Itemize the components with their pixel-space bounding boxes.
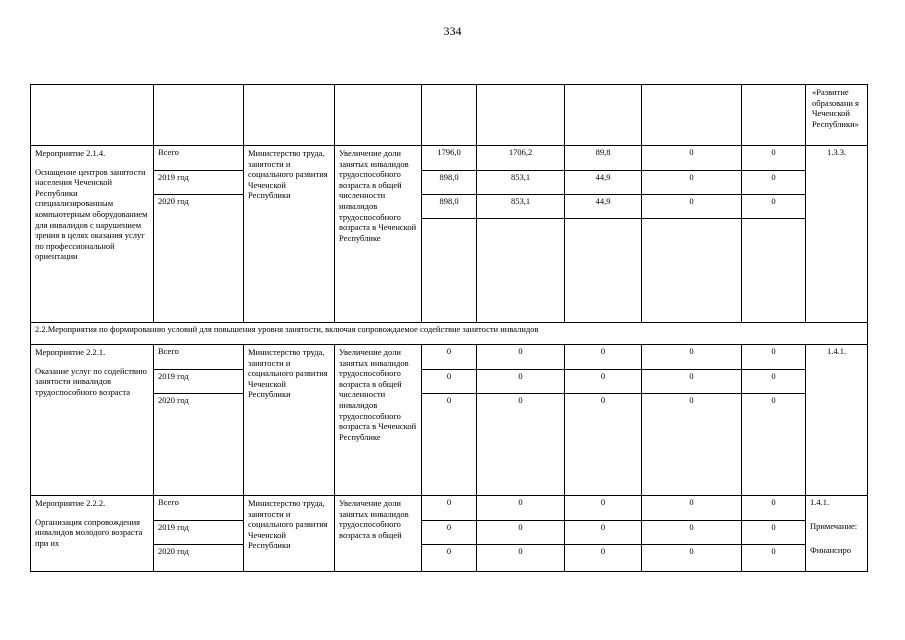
cell-executor: Министерство труда, занятости и социального развития Чеченской Республики: [243, 496, 334, 571]
value-2019: 0: [742, 520, 805, 534]
period-total: Всего: [158, 497, 179, 507]
value-2020: 0: [742, 194, 805, 208]
value-2019: 0: [742, 170, 805, 184]
cell-value-5: [741, 345, 805, 495]
value-2020: 853,1: [477, 194, 564, 208]
value-total: 0: [689, 147, 694, 157]
event-description: Оснащение центров занятости населения Чеченской Республики специализированным компьютерным оборудованием для инвалидов с нарушением зрения в целях оказания услуг по профессиональной ориентации: [35, 166, 148, 262]
cell-program-name: «Развитие образовани я Чеченской Республики»: [805, 85, 868, 145]
value-2020: 898,0: [422, 194, 476, 208]
table-row-header-continuation: [30, 84, 868, 145]
cell-value-4: [641, 496, 741, 571]
value-2020: 0: [642, 393, 741, 407]
cell-divider: [642, 218, 741, 221]
section-title: 2.2.Мероприятия по формированию условий для повышения уровня занятости, включая сопровождаемое содействие занятости инвалидов: [30, 323, 868, 344]
period-2019: 2019 год: [154, 520, 243, 534]
value-2019: 0: [642, 520, 741, 534]
value-total: 89,8: [595, 147, 611, 157]
value-total: 0: [689, 346, 694, 356]
cell-value-2: [476, 146, 564, 322]
cell-value-1: [421, 85, 476, 145]
cell-period: [153, 345, 243, 495]
cell-indicator: Увеличение доли занятых инвалидов трудоспособного возраста в общей численности инвалидов трудоспособного возраста в Чеченской Республике: [334, 146, 421, 322]
value-total: 0: [771, 346, 776, 356]
cell-indicator: [334, 85, 421, 145]
cell-event: [30, 496, 153, 571]
value-2020: 0: [742, 393, 805, 407]
value-total: 0: [446, 497, 452, 507]
cell-indicator: Увеличение доли занятых инвалидов трудоспособного возраста в общей: [334, 496, 421, 571]
value-total: 0: [600, 346, 606, 356]
cell-value-1: [421, 496, 476, 571]
cell-link: [805, 496, 868, 571]
period-total: Всего: [158, 346, 179, 356]
event-title: Мероприятие 2.2.1.: [35, 347, 106, 357]
value-2019: 0: [477, 369, 564, 383]
value-2019: 0: [565, 369, 641, 383]
cell-executor: Министерство труда, занятости и социального развития Чеченской Республики: [243, 146, 334, 322]
cell-value-2: [476, 85, 564, 145]
cell-period: [153, 146, 243, 322]
value-2019: 0: [422, 520, 476, 534]
cell-executor: Министерство труда, занятости и социального развития Чеченской Республики: [243, 345, 334, 495]
cell-event: [30, 146, 153, 322]
value-2019: 0: [742, 369, 805, 383]
cell-link: 1.3.3.: [805, 146, 868, 322]
value-2020: 0: [642, 194, 741, 208]
event-description: Оказание услуг по содействию занятости инвалидов трудоспособного возраста: [35, 365, 147, 397]
cell-divider: [565, 218, 641, 221]
link-note-continued: Финансиро: [810, 545, 851, 555]
event-title: Мероприятие 2.2.2.: [35, 498, 106, 508]
cell-value-5: [741, 146, 805, 322]
value-total: 1706,2: [508, 147, 533, 157]
cell-divider: [477, 218, 564, 221]
cell-value-4: [641, 345, 741, 495]
value-total: 0: [518, 346, 523, 356]
event-description: Организация сопровождения инвалидов молодого возраста при их: [35, 516, 143, 548]
value-2020: 0: [477, 393, 564, 407]
value-2020: 0: [422, 544, 476, 558]
document-table: [30, 84, 868, 572]
period-2020: 2020 год: [154, 544, 243, 558]
cell-value-2: [476, 345, 564, 495]
value-total: 1796,0: [437, 147, 461, 157]
event-title: Мероприятие 2.1.4.: [35, 148, 106, 158]
period-2019: 2019 год: [154, 170, 243, 184]
value-2019: 0: [642, 369, 741, 383]
cell-executor: [243, 85, 334, 145]
page-number: 334: [443, 24, 462, 38]
value-2019: 0: [477, 520, 564, 534]
cell-value-5: [741, 85, 805, 145]
table-row-event-2-1-4: [30, 145, 868, 322]
value-total: 0: [689, 497, 694, 507]
cell-event: [30, 85, 153, 145]
value-2020: 44,9: [565, 194, 641, 208]
table-row-event-2-2-2: [30, 495, 868, 572]
value-2019: 0: [642, 170, 741, 184]
period-2020: 2020 год: [154, 194, 243, 208]
cell-value-1: [421, 146, 476, 322]
cell-divider: [422, 218, 476, 221]
link-note: Примечание:: [810, 521, 858, 531]
cell-value-5: [741, 496, 805, 571]
cell-value-2: [476, 496, 564, 571]
cell-link: 1.4.1.: [805, 345, 868, 495]
value-2020: 0: [565, 544, 641, 558]
link-code: 1.4.1.: [810, 497, 830, 507]
cell-period: [153, 85, 243, 145]
cell-value-4: [641, 146, 741, 322]
cell-period: [153, 496, 243, 571]
value-2019: 44,9: [565, 170, 641, 184]
period-total: Всего: [158, 147, 179, 157]
value-total: 0: [446, 346, 452, 356]
cell-value-3: [564, 496, 641, 571]
value-2019: 853,1: [477, 170, 564, 184]
value-2020: 0: [742, 544, 805, 558]
cell-value-3: [564, 85, 641, 145]
value-2020: 0: [477, 544, 564, 558]
value-total: 0: [600, 497, 606, 507]
value-total: 0: [771, 147, 776, 157]
cell-event: [30, 345, 153, 495]
cell-divider: [742, 218, 805, 221]
value-total: 0: [518, 497, 523, 507]
table-row-event-2-2-1: [30, 344, 868, 495]
value-2019: 898,0: [422, 170, 476, 184]
value-2019: 0: [565, 520, 641, 534]
value-2019: 0: [422, 369, 476, 383]
cell-indicator: Увеличение доли занятых инвалидов трудоспособного возраста в общей численности инвалидов трудоспособного возраста в Чеченской Республике: [334, 345, 421, 495]
cell-value-4: [641, 85, 741, 145]
value-2020: 0: [422, 393, 476, 407]
cell-value-3: [564, 146, 641, 322]
cell-value-3: [564, 345, 641, 495]
table-row-section: [30, 322, 868, 344]
value-2020: 0: [642, 544, 741, 558]
cell-value-1: [421, 345, 476, 495]
value-total: 0: [771, 497, 776, 507]
period-2020: 2020 год: [154, 393, 243, 407]
value-2020: 0: [565, 393, 641, 407]
period-2019: 2019 год: [154, 369, 243, 383]
